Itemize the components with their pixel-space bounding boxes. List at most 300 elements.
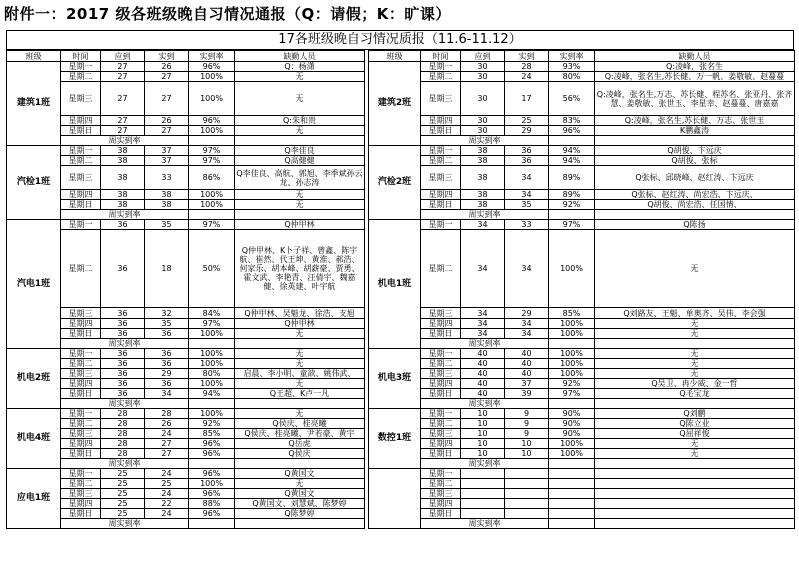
due-cell: 36 <box>101 349 145 359</box>
due-cell: 25 <box>101 509 145 519</box>
class-name-cell: 机电2班 <box>7 349 61 409</box>
weekly-rate-value-right <box>549 339 595 349</box>
day-cell: 星期三 <box>421 369 461 379</box>
absent-cell <box>595 499 795 509</box>
due-cell: 28 <box>101 449 145 459</box>
day-cell: 星期日 <box>421 449 461 459</box>
column-gap <box>365 419 369 429</box>
day-cell: 星期二 <box>421 359 461 369</box>
absent-cell: Q张标、赵红涛、尚宏浩、卞远庆、 <box>595 190 795 200</box>
header-present: 实到 <box>145 51 189 62</box>
due-cell: 25 <box>101 489 145 499</box>
absent-cell <box>595 489 795 499</box>
present-cell: 35 <box>145 319 189 329</box>
weekly-rate-label: 周实到率 <box>61 399 189 409</box>
rate-cell: 80% <box>189 369 235 379</box>
day-cell: 星期二 <box>61 230 101 308</box>
column-gap <box>365 319 369 329</box>
present-cell: 38 <box>145 190 189 200</box>
absent-cell: Q黄国文、刘慧斌、陈梦婷 <box>235 499 365 509</box>
table-row <box>7 62 795 72</box>
due-cell: 27 <box>101 82 145 116</box>
due-cell: 34 <box>461 319 505 329</box>
rate-cell: 100% <box>549 329 595 339</box>
weekly-rate-label: 周实到率 <box>61 459 189 469</box>
weekly-rate-value <box>189 519 235 529</box>
weekly-rate-label: 周实到率 <box>61 136 189 146</box>
day-cell: 星期四 <box>61 190 101 200</box>
present-cell: 27 <box>145 82 189 116</box>
rate-cell: 100% <box>189 359 235 369</box>
class-name-cell: 机电4班 <box>7 409 61 469</box>
present-cell: 10 <box>505 449 549 459</box>
header-time: 时间 <box>61 51 101 62</box>
present-cell <box>505 489 549 499</box>
absent-cell: Q张标、邱晓峰、赵红涛、卞远庆 <box>595 166 795 190</box>
weekly-rate-label-right: 周实到率 <box>421 399 549 409</box>
present-cell: 34 <box>505 319 549 329</box>
absent-cell: Q陈扬 <box>595 220 795 230</box>
rate-cell: 90% <box>549 429 595 439</box>
due-cell: 10 <box>461 409 505 419</box>
day-cell: 星期四 <box>421 116 461 126</box>
absent-cell: Q:凌峰，张名生,苏长健、万一帆、姜敬敏、赵蔓蔓 <box>595 72 795 82</box>
rate-cell: 92% <box>189 419 235 429</box>
present-cell: 28 <box>145 409 189 419</box>
column-gap <box>365 329 369 339</box>
due-cell: 40 <box>461 369 505 379</box>
rate-cell: 89% <box>549 166 595 190</box>
absent-cell: Q：杨潇 <box>235 62 365 72</box>
due-cell: 28 <box>101 429 145 439</box>
due-cell: 25 <box>101 469 145 479</box>
absent-cell: 无 <box>595 369 795 379</box>
class-name-cell: 汽检1班 <box>7 146 61 220</box>
rate-cell: 97% <box>189 319 235 329</box>
day-cell: 星期四 <box>61 439 101 449</box>
column-gap <box>365 136 369 146</box>
due-cell: 36 <box>101 308 145 319</box>
present-cell: 17 <box>505 82 549 116</box>
day-cell: 星期一 <box>61 469 101 479</box>
present-cell: 29 <box>505 126 549 136</box>
column-gap <box>365 429 369 439</box>
absent-cell: Q高健健 <box>235 156 365 166</box>
absent-cell: Q吴卫、冉少威、金一哲 <box>595 379 795 389</box>
due-cell: 27 <box>101 126 145 136</box>
absent-cell: Q陈梦婷 <box>235 509 365 519</box>
weekly-rate-label: 周实到率 <box>61 210 189 220</box>
absent-cell: Q王超、K卢一凡 <box>235 389 365 399</box>
due-cell: 36 <box>101 220 145 230</box>
day-cell: 星期四 <box>61 319 101 329</box>
day-cell: 星期日 <box>421 509 461 519</box>
absent-cell: Q李佳良、高航、郭旭、李季斌孙云龙、孙志涛 <box>235 166 365 190</box>
column-gap <box>365 499 369 509</box>
present-cell: 36 <box>145 349 189 359</box>
present-cell: 36 <box>145 359 189 369</box>
rate-cell: 100% <box>189 72 235 82</box>
rate-cell: 96% <box>189 509 235 519</box>
day-cell: 星期三 <box>421 166 461 190</box>
weekly-rate-value <box>189 339 235 349</box>
due-cell: 25 <box>101 499 145 509</box>
weekly-rate-value-right <box>549 136 595 146</box>
table-row <box>7 409 795 419</box>
day-cell: 星期四 <box>421 379 461 389</box>
due-cell: 34 <box>461 308 505 319</box>
present-cell: 40 <box>505 349 549 359</box>
day-cell: 星期二 <box>421 419 461 429</box>
rate-cell: 100% <box>549 369 595 379</box>
rate-cell: 96% <box>189 116 235 126</box>
absent-cell: Q岳虎 <box>235 439 365 449</box>
rate-cell: 96% <box>189 469 235 479</box>
page-title: 附件一：2017 级各班级晚自习情况通报（Q：请假；K：旷课） <box>4 5 451 23</box>
rate-cell: 100% <box>549 230 595 308</box>
column-gap <box>365 509 369 519</box>
day-cell: 星期二 <box>421 479 461 489</box>
weekly-rate-note-right <box>595 210 795 220</box>
day-cell: 星期日 <box>61 200 101 210</box>
absent-cell <box>595 479 795 489</box>
rate-cell: 86% <box>189 166 235 190</box>
column-gap <box>365 82 369 116</box>
present-cell: 27 <box>145 449 189 459</box>
rate-cell: 94% <box>549 156 595 166</box>
column-gap <box>365 389 369 399</box>
column-gap <box>365 200 369 210</box>
rate-cell: 88% <box>189 499 235 509</box>
attendance-body <box>7 62 795 529</box>
column-gap <box>365 190 369 200</box>
absent-cell: Q刘路友、王魁、单奥齐、吴伟、李会强 <box>595 308 795 319</box>
header-rate: 实到率 <box>189 51 235 62</box>
day-cell: 星期二 <box>421 230 461 308</box>
rate-cell: 100% <box>189 409 235 419</box>
present-cell: 34 <box>145 389 189 399</box>
weekly-rate-value <box>189 210 235 220</box>
rate-cell: 100% <box>549 319 595 329</box>
column-gap <box>365 72 369 82</box>
present-cell: 29 <box>145 369 189 379</box>
header-absent: 缺勤人员 <box>235 51 365 62</box>
present-cell: 18 <box>145 230 189 308</box>
due-cell: 38 <box>101 166 145 190</box>
rate-cell: 96% <box>189 489 235 499</box>
present-cell: 25 <box>145 479 189 489</box>
present-cell: 24 <box>505 72 549 82</box>
header-due-right: 应到 <box>461 51 505 62</box>
rate-cell <box>549 499 595 509</box>
column-gap <box>365 519 369 529</box>
day-cell: 星期四 <box>421 190 461 200</box>
absent-cell: Q侯庆、桂亮曦、尹若豪、黄宇 <box>235 429 365 439</box>
column-gap <box>365 308 369 319</box>
present-cell: 40 <box>505 359 549 369</box>
table-row <box>7 349 795 359</box>
absent-cell: K鹏鑫涛 <box>595 126 795 136</box>
weekly-rate-label-right: 周实到率 <box>421 210 549 220</box>
absent-cell: Q胡俊、卞远庆 <box>595 146 795 156</box>
present-cell: 35 <box>505 200 549 210</box>
due-cell: 36 <box>101 359 145 369</box>
day-cell: 星期一 <box>61 349 101 359</box>
absent-cell: Q黄国文 <box>235 489 365 499</box>
weekly-rate-label-right: 周实到率 <box>421 136 549 146</box>
present-cell: 24 <box>145 509 189 519</box>
weekly-rate-note-right <box>595 519 795 529</box>
rate-cell: 90% <box>549 419 595 429</box>
attendance-table <box>6 50 795 529</box>
absent-cell: 无 <box>235 329 365 339</box>
day-cell: 星期日 <box>421 329 461 339</box>
present-cell: 38 <box>145 200 189 210</box>
column-gap <box>365 449 369 459</box>
day-cell: 星期三 <box>421 429 461 439</box>
rate-cell: 100% <box>189 349 235 359</box>
absent-cell: Q黄国文 <box>235 469 365 479</box>
present-cell <box>505 499 549 509</box>
weekly-rate-value-right <box>549 210 595 220</box>
weekly-rate-label-right: 周实到率 <box>421 519 549 529</box>
day-cell: 星期一 <box>421 146 461 156</box>
header-row <box>7 51 795 62</box>
day-cell: 星期二 <box>421 156 461 166</box>
absent-cell: 无 <box>595 319 795 329</box>
present-cell: 36 <box>145 329 189 339</box>
header-present-right: 实到 <box>505 51 549 62</box>
day-cell: 星期三 <box>61 166 101 190</box>
day-cell: 星期三 <box>61 429 101 439</box>
day-cell: 星期四 <box>61 116 101 126</box>
rate-cell: 97% <box>549 389 595 399</box>
weekly-rate-label: 周实到率 <box>61 519 189 529</box>
due-cell: 40 <box>461 349 505 359</box>
due-cell: 38 <box>461 166 505 190</box>
present-cell: 34 <box>505 329 549 339</box>
present-cell: 34 <box>505 190 549 200</box>
day-cell: 星期一 <box>421 469 461 479</box>
absent-cell: 启晨、李小明、童歆、姚伟武、 <box>235 369 365 379</box>
weekly-rate-value <box>189 136 235 146</box>
absent-cell: 无 <box>595 329 795 339</box>
present-cell: 27 <box>145 439 189 449</box>
due-cell: 30 <box>461 82 505 116</box>
day-cell: 星期日 <box>61 329 101 339</box>
due-cell: 10 <box>461 419 505 429</box>
day-cell: 星期一 <box>421 220 461 230</box>
day-cell: 星期一 <box>421 409 461 419</box>
weekly-rate-note <box>235 519 365 529</box>
due-cell: 38 <box>461 156 505 166</box>
column-gap <box>365 359 369 369</box>
rate-cell: 100% <box>189 126 235 136</box>
table-row <box>7 469 795 479</box>
header-rate-right: 实到率 <box>549 51 595 62</box>
due-cell: 30 <box>461 72 505 82</box>
present-cell: 9 <box>505 419 549 429</box>
day-cell: 星期一 <box>61 146 101 156</box>
day-cell: 星期四 <box>421 319 461 329</box>
rate-cell: 84% <box>189 308 235 319</box>
absent-cell <box>595 509 795 519</box>
rate-cell: 100% <box>189 190 235 200</box>
column-gap <box>365 439 369 449</box>
rate-cell: 100% <box>549 449 595 459</box>
day-cell: 星期二 <box>61 419 101 429</box>
day-cell: 星期一 <box>61 62 101 72</box>
due-cell: 36 <box>101 230 145 308</box>
due-cell: 40 <box>461 389 505 399</box>
rate-cell: 100% <box>549 359 595 369</box>
rate-cell: 100% <box>189 379 235 389</box>
weekly-rate-label-right: 周实到率 <box>421 459 549 469</box>
absent-cell: Q仲甲林、吴魁龙、徐浩、支旭 <box>235 308 365 319</box>
due-cell: 30 <box>461 126 505 136</box>
present-cell: 9 <box>505 409 549 419</box>
rate-cell: 80% <box>549 72 595 82</box>
rate-cell: 94% <box>549 146 595 156</box>
absent-cell: Q胡俊、尚宏浩、任国情、 <box>595 200 795 210</box>
rate-cell: 90% <box>549 409 595 419</box>
day-cell: 星期二 <box>61 479 101 489</box>
rate-cell: 92% <box>549 379 595 389</box>
rate-cell: 100% <box>189 329 235 339</box>
rate-cell: 100% <box>549 439 595 449</box>
class-name-cell-right: 建筑2班 <box>369 62 421 146</box>
rate-cell <box>549 489 595 499</box>
absent-cell: 无 <box>235 379 365 389</box>
present-cell: 33 <box>145 166 189 190</box>
present-cell: 22 <box>145 499 189 509</box>
absent-cell: Q仲甲林、K卜子祥、曾鑫、陈宇航、崔然、代王坤、黄淮、郝浩、何家乐、胡本峰、胡薪豪、贾勇、霍文武、李艳青、汪倩宇、魏嘉健、徐英建、叶宇航 <box>235 230 365 308</box>
due-cell: 38 <box>101 190 145 200</box>
absent-cell: 无 <box>235 126 365 136</box>
column-gap <box>365 369 369 379</box>
due-cell: 28 <box>101 409 145 419</box>
day-cell: 星期四 <box>61 379 101 389</box>
class-name-cell-right: 数控1班 <box>369 409 421 469</box>
absent-cell: Q:凌峰，张名生,万志、苏长健、程苏名、张亚丹、张齐慧、姜敬敏、张世玉、李星幸、赵蔓蔓、唐嘉嘉 <box>595 82 795 116</box>
day-cell: 星期三 <box>61 82 101 116</box>
weekly-rate-note-right <box>595 136 795 146</box>
present-cell: 40 <box>505 369 549 379</box>
header-time-right: 时间 <box>421 51 461 62</box>
due-cell: 38 <box>101 156 145 166</box>
absent-cell: 无 <box>595 230 795 308</box>
due-cell: 36 <box>101 379 145 389</box>
weekly-rate-note-right <box>595 399 795 409</box>
day-cell: 星期三 <box>421 489 461 499</box>
header-absent-right: 缺勤人员 <box>595 51 795 62</box>
day-cell: 星期四 <box>61 499 101 509</box>
due-cell: 38 <box>101 146 145 156</box>
day-cell: 星期日 <box>61 389 101 399</box>
day-cell: 星期三 <box>421 82 461 116</box>
absent-cell: 无 <box>235 349 365 359</box>
absent-cell: 无 <box>595 439 795 449</box>
absent-cell: Q:凌峰，张名生 <box>595 62 795 72</box>
due-cell: 10 <box>461 449 505 459</box>
present-cell: 36 <box>505 156 549 166</box>
present-cell: 37 <box>145 146 189 156</box>
present-cell: 28 <box>505 62 549 72</box>
day-cell: 星期日 <box>421 126 461 136</box>
rate-cell: 96% <box>189 449 235 459</box>
day-cell: 星期一 <box>421 62 461 72</box>
present-cell: 35 <box>145 220 189 230</box>
column-gap <box>365 339 369 349</box>
rate-cell: 93% <box>549 62 595 72</box>
due-cell: 28 <box>101 439 145 449</box>
present-cell <box>505 479 549 489</box>
present-cell: 39 <box>505 389 549 399</box>
due-cell: 36 <box>101 389 145 399</box>
weekly-rate-note <box>235 136 365 146</box>
rate-cell: 92% <box>549 200 595 210</box>
absent-cell: 无 <box>235 200 365 210</box>
absent-cell: 无 <box>235 72 365 82</box>
due-cell: 30 <box>461 62 505 72</box>
present-cell: 9 <box>505 429 549 439</box>
day-cell: 星期一 <box>421 349 461 359</box>
present-cell: 27 <box>145 72 189 82</box>
column-gap <box>365 230 369 308</box>
absent-cell: Q侯庆 <box>235 449 365 459</box>
due-cell: 34 <box>461 220 505 230</box>
due-cell: 38 <box>461 146 505 156</box>
day-cell: 星期一 <box>61 409 101 419</box>
absent-cell: Q屈祥俊 <box>595 429 795 439</box>
column-gap <box>365 399 369 409</box>
weekly-rate-note <box>235 399 365 409</box>
day-cell: 星期二 <box>61 156 101 166</box>
rate-cell <box>549 479 595 489</box>
present-cell: 34 <box>505 166 549 190</box>
rate-cell: 100% <box>189 82 235 116</box>
rate-cell <box>549 509 595 519</box>
day-cell: 星期日 <box>61 509 101 519</box>
rate-cell: 100% <box>549 349 595 359</box>
absent-cell: Q胡俊、张标 <box>595 156 795 166</box>
present-cell: 36 <box>145 379 189 389</box>
column-gap <box>365 479 369 489</box>
weekly-rate-label-right: 周实到率 <box>421 339 549 349</box>
due-cell <box>461 469 505 479</box>
rate-cell: 94% <box>189 389 235 399</box>
weekly-rate-note <box>235 459 365 469</box>
due-cell: 27 <box>101 72 145 82</box>
rate-cell: 56% <box>549 82 595 116</box>
due-cell <box>461 479 505 489</box>
present-cell: 33 <box>505 220 549 230</box>
absent-cell: Q仲甲林 <box>235 220 365 230</box>
present-cell: 24 <box>145 429 189 439</box>
column-gap <box>365 116 369 126</box>
column-gap <box>365 156 369 166</box>
day-cell: 星期日 <box>61 126 101 136</box>
weekly-rate-note <box>235 339 365 349</box>
header-class: 班级 <box>7 51 61 62</box>
column-gap <box>365 459 369 469</box>
present-cell: 24 <box>145 489 189 499</box>
present-cell: 26 <box>145 419 189 429</box>
day-cell: 星期日 <box>421 200 461 210</box>
day-cell: 星期三 <box>421 308 461 319</box>
day-cell: 星期四 <box>421 499 461 509</box>
column-gap <box>365 166 369 190</box>
